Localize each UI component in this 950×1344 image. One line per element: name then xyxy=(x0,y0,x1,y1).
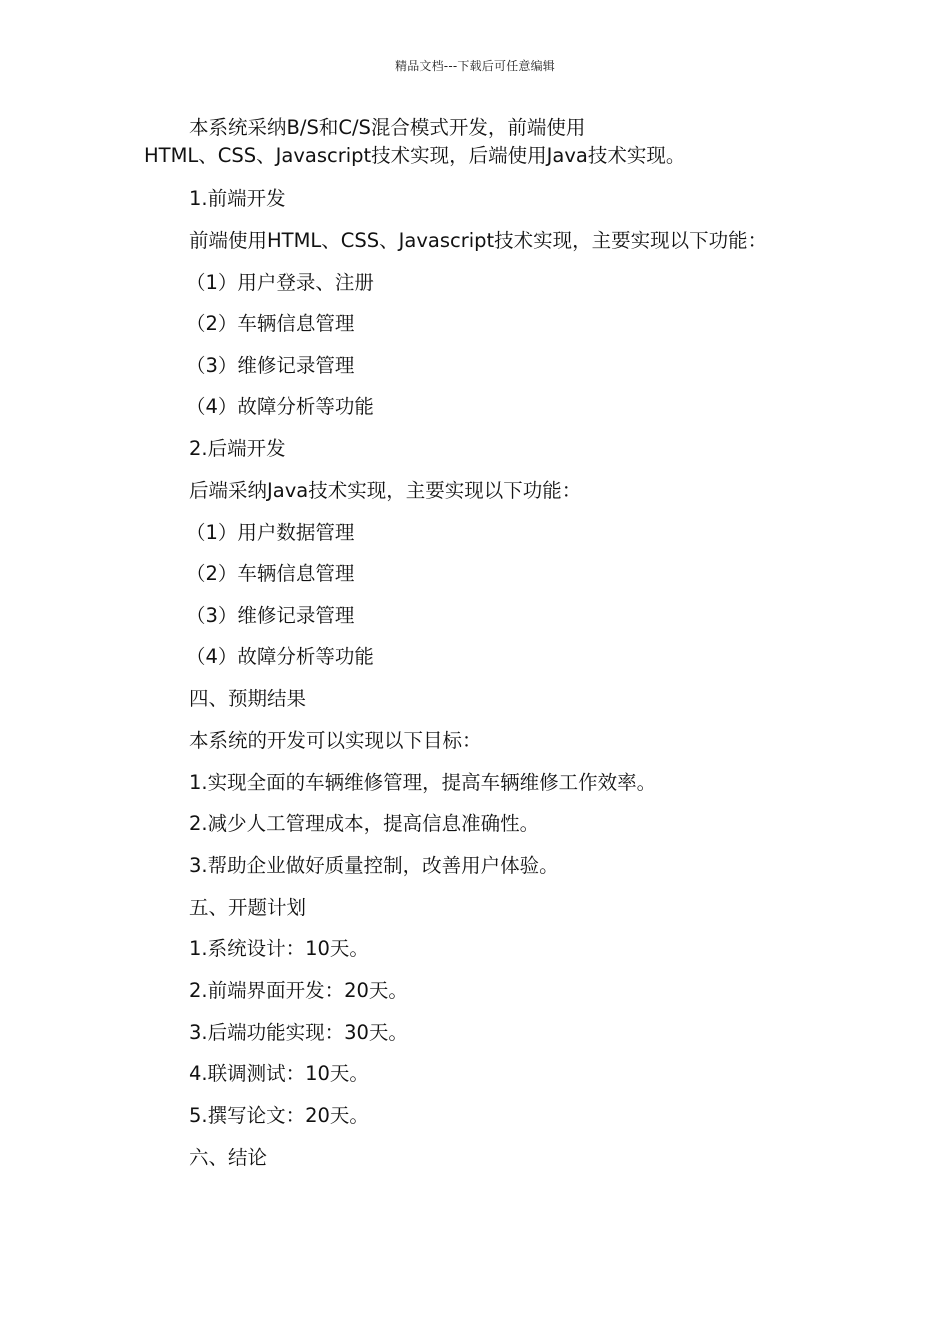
list-item: （3）维修记录管理 xyxy=(186,354,355,377)
intro-line-2: HTML、CSS、Javascript技术实现，后端使用Java技术实现。 xyxy=(144,144,686,167)
list-item: 3.帮助企业做好质量控制，改善用户体验。 xyxy=(189,854,559,877)
list-item: 2.减少人工管理成本，提高信息准确性。 xyxy=(189,812,540,835)
list-item: （4）故障分析等功能 xyxy=(186,645,374,668)
list-item: （4）故障分析等功能 xyxy=(186,395,374,418)
paragraph-goals-intro: 本系统的开发可以实现以下目标： xyxy=(189,729,482,752)
list-item: 4.联调测试：10天。 xyxy=(189,1062,369,1085)
intro-line-1: 本系统采纳B/S和C/S混合模式开发，前端使用 xyxy=(189,116,586,139)
list-item: （3）维修记录管理 xyxy=(186,604,355,627)
list-item: 3.后端功能实现：30天。 xyxy=(189,1021,408,1044)
section-heading-frontend: 1.前端开发 xyxy=(189,187,286,210)
paragraph-backend-desc: 后端采纳Java技术实现，主要实现以下功能： xyxy=(189,479,582,502)
intro-paragraph xyxy=(144,114,824,170)
list-item: 2.前端界面开发：20天。 xyxy=(189,979,408,1002)
section-heading-expected-results: 四、预期结果 xyxy=(189,687,307,710)
list-item: 1.实现全面的车辆维修管理，提高车辆维修工作效率。 xyxy=(189,771,657,794)
section-heading-conclusion: 六、结论 xyxy=(189,1146,268,1169)
page-header: 精品文档---下载后可任意编辑 xyxy=(395,59,555,73)
section-heading-plan: 五、开题计划 xyxy=(189,896,307,919)
list-item: （2）车辆信息管理 xyxy=(186,312,355,335)
list-item: （1）用户登录、注册 xyxy=(186,271,374,294)
list-item: 5.撰写论文：20天。 xyxy=(189,1104,369,1127)
section-heading-backend: 2.后端开发 xyxy=(189,437,286,460)
list-item: （1）用户数据管理 xyxy=(186,521,355,544)
list-item: （2）车辆信息管理 xyxy=(186,562,355,585)
list-item: 1.系统设计：10天。 xyxy=(189,937,369,960)
paragraph-frontend-desc: 前端使用HTML、CSS、Javascript技术实现，主要实现以下功能： xyxy=(189,229,768,252)
